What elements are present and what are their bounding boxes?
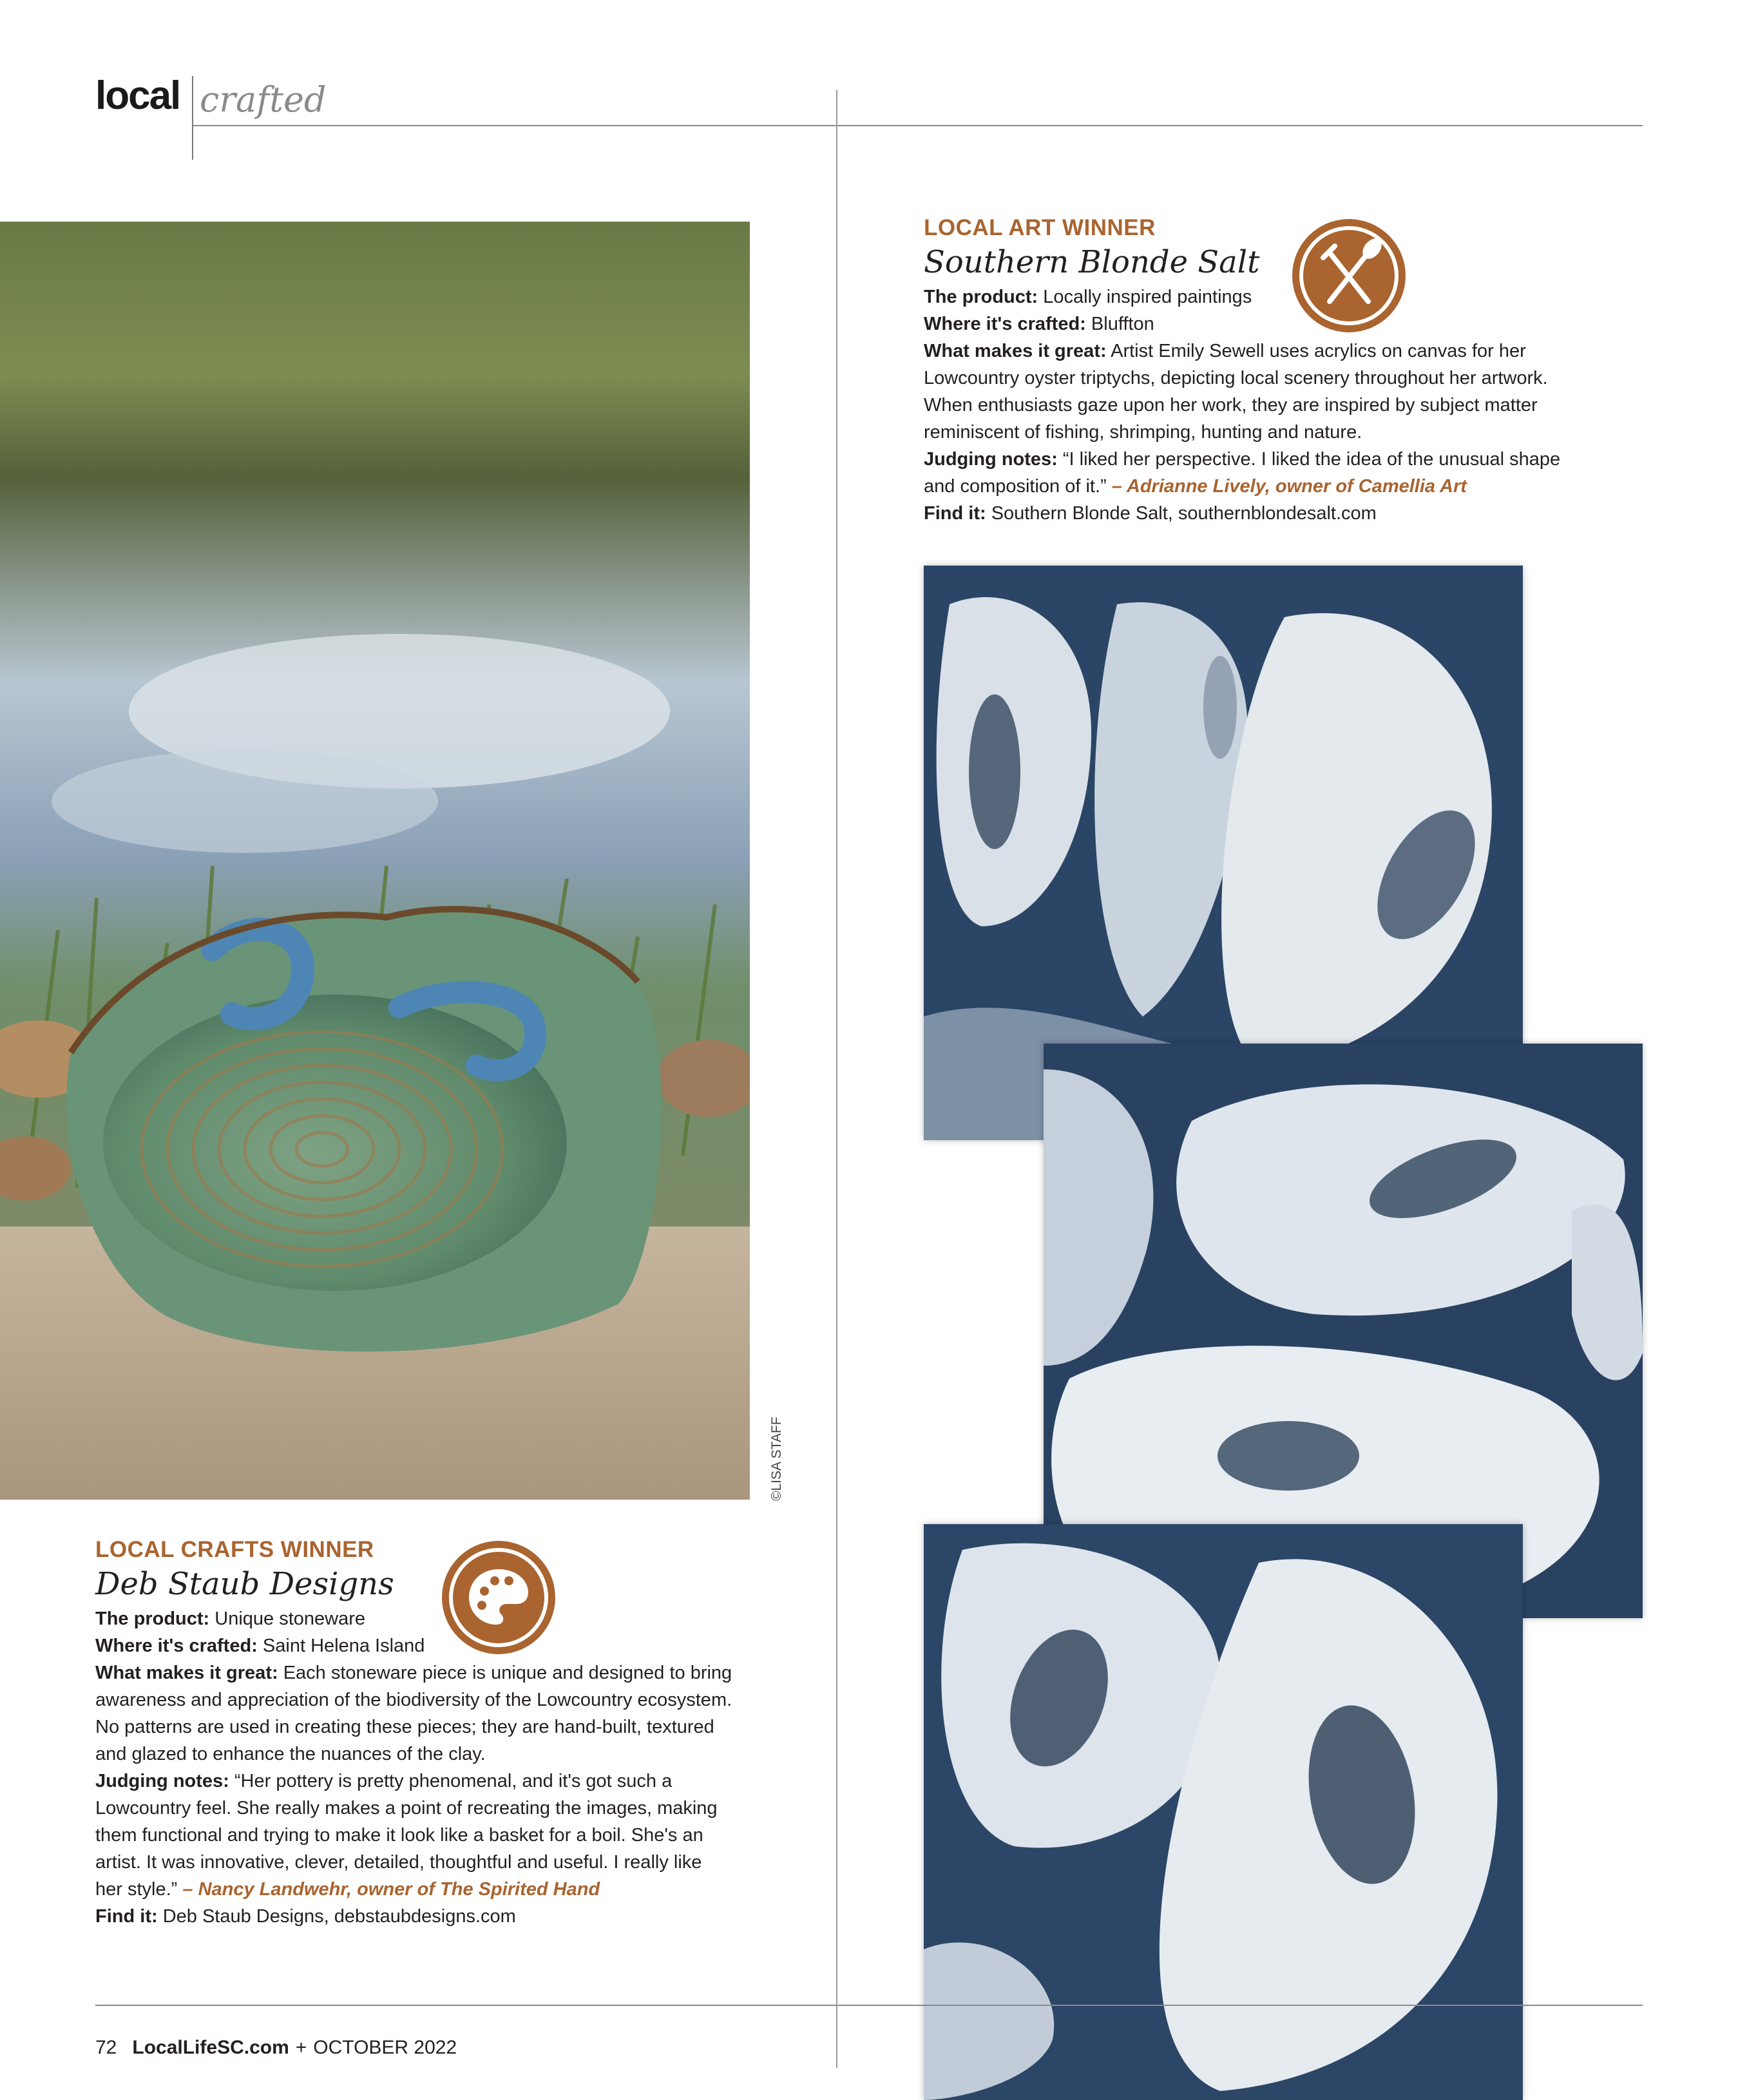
art-notes: Judging notes: “I liked her perspective. I liked the idea of the unusual shape and composition of it.” – Adrianne Lively, owner of Camellia Art bbox=[924, 449, 1561, 497]
crafts-where: Where it's crafted: Saint Helena Island bbox=[95, 1636, 425, 1656]
header-divider bbox=[192, 76, 193, 160]
oyster-painting-bottom bbox=[924, 1524, 1523, 2100]
crafts-title: Deb Staub Designs bbox=[95, 1566, 394, 1602]
page-gutter-rule bbox=[836, 90, 837, 2068]
art-product: The product: Locally inspired paintings bbox=[924, 287, 1252, 307]
art-great: What makes it great: Artist Emily Sewell uses acrylics on canvas for her Lowcountry oyster triptychs, depicting local scenery throughout her artwork. When enthusiasts gaze upon her work, they are inspired by subject matter reminiscent of fishing, shrimping, hunting and nature. bbox=[924, 341, 1548, 443]
header-rule bbox=[193, 125, 1643, 126]
section-brand: local bbox=[95, 73, 180, 118]
page-number: 72 bbox=[95, 2037, 117, 2058]
crafts-notes: Judging notes: “Her pottery is pretty phenomenal, and it's got such a Lowcountry feel. She really makes a point of recreating the images, making them functional and trying to make it look like a basket for a boil. She's an artist. It was innovative, clever, detailed, thoughtful and useful. I really like her style.” – Nancy Landwehr, owner of The Spirited Hand bbox=[95, 1771, 718, 1900]
fork-knife-icon bbox=[1292, 219, 1406, 332]
page-footer bbox=[95, 2037, 457, 2059]
crafts-winner-article bbox=[95, 1536, 733, 1930]
crafts-product: The product: Unique stoneware bbox=[95, 1608, 366, 1629]
footer-rule bbox=[95, 2005, 1643, 2006]
palette-icon bbox=[442, 1541, 555, 1654]
issue-date: OCTOBER 2022 bbox=[313, 2037, 457, 2058]
art-title: Southern Blonde Salt bbox=[924, 244, 1260, 280]
art-winner-article bbox=[924, 214, 1581, 527]
art-find: Find it: Southern Blonde Salt, southernblondesalt.com bbox=[924, 503, 1377, 524]
art-kicker: LOCAL ART WINNER bbox=[924, 215, 1156, 240]
crafts-kicker: LOCAL CRAFTS WINNER bbox=[95, 1537, 374, 1562]
art-where: Where it's crafted: Bluffton bbox=[924, 314, 1154, 334]
crafts-find: Find it: Deb Staub Designs, debstaubdesigns.com bbox=[95, 1906, 516, 1927]
pottery-bowl-photo bbox=[0, 222, 750, 1500]
crafts-great: What makes it great: Each stoneware piece is unique and designed to bring awareness and appreciation of the biodiversity of the Lowcountry ecosystem. No patterns are used in creating these pieces; they are hand-built, textured and glazed to enhance the nuances of the clay. bbox=[95, 1663, 732, 1764]
footer-separator: + bbox=[295, 2037, 307, 2058]
site-name: LocalLifeSC.com bbox=[132, 2037, 289, 2058]
section-name: crafted bbox=[200, 79, 327, 120]
photo-credit: ©LISA STAFF bbox=[769, 1417, 784, 1501]
